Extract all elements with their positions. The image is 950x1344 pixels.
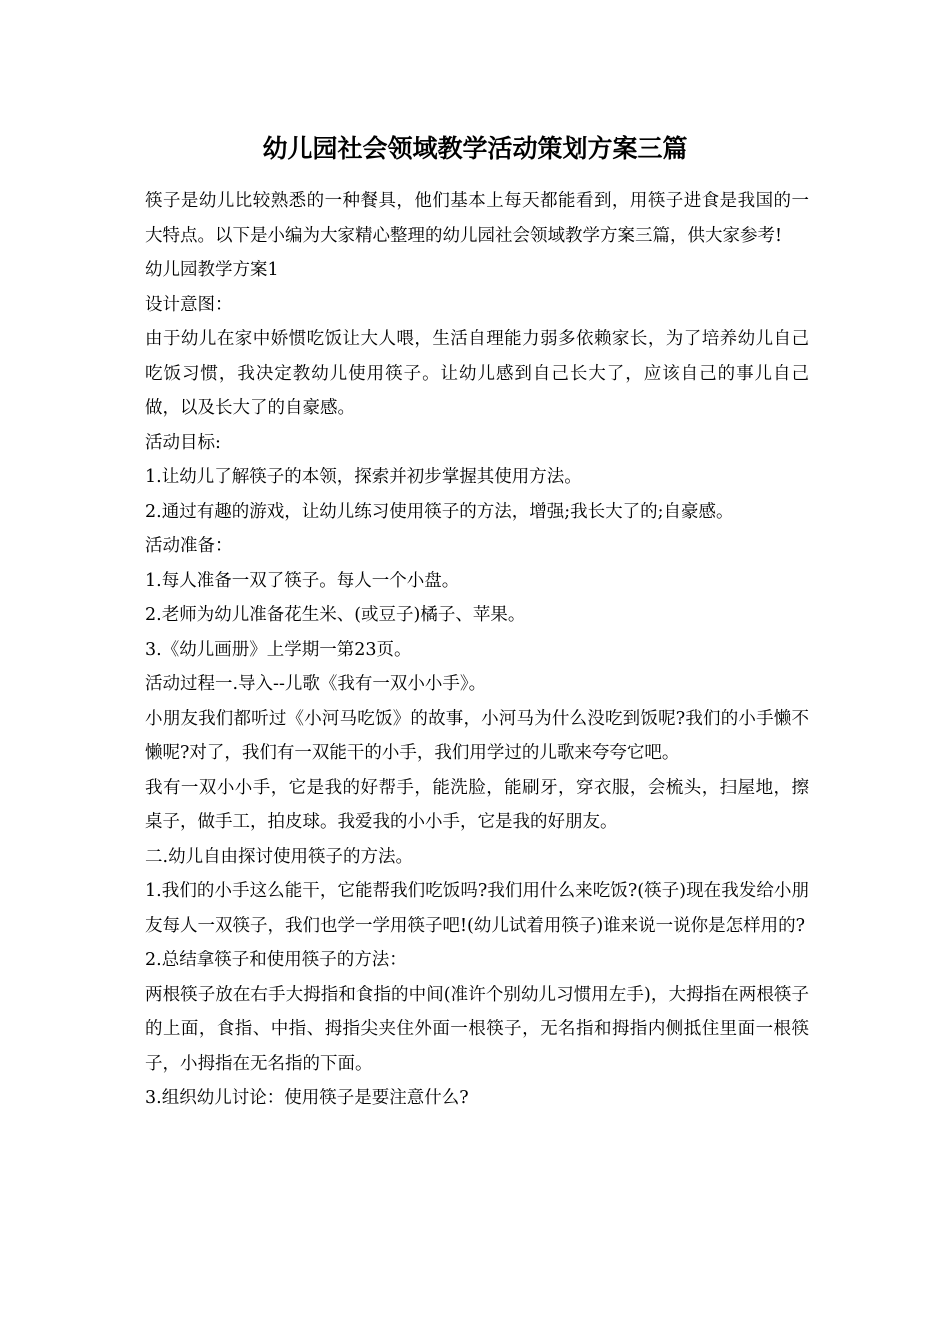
paragraph-rhyme: 我有一双小小手，它是我的好帮手，能洗脸，能刷牙，穿衣服，会梳头，扫屋地，擦桌子，做手工，拍皮球。我爱我的小小手，它是我的好朋友。 <box>145 777 809 832</box>
paragraph-step-2: 二.幼儿自由探讨使用筷子的方法。 <box>145 846 414 867</box>
paragraph-goal-1: 1.让幼儿了解筷子的本领，探索并初步掌握其使用方法。 <box>145 467 582 487</box>
paragraph-prep-1: 1.每人准备一双了筷子。每人一个小盘。 <box>145 570 460 591</box>
paragraph-story: 小朋友我们都听过《小河马吃饭》的故事，小河马为什么没吃到饭呢?我们的小手懒不懒呢?对了，我们有一双能干的小手，我们用学过的儿歌来夸夸它吧。 <box>145 708 809 763</box>
paragraph-method: 两根筷子放在右手大拇指和食指的中间(准许个别幼儿习惯用左手)，大拇指在两根筷子的上面，食指、中指、拇指尖夹住外面一根筷子，无名指和拇指内侧抵住里面一根筷子，小拇指在无名指的下面。 <box>145 984 809 1074</box>
paragraph-plan-heading: 幼儿园教学方案1 <box>145 260 279 280</box>
paragraph-design-intent-label: 设计意图： <box>145 294 233 315</box>
paragraph-goal-2: 2.通过有趣的游戏，让幼儿练习使用筷子的方法，增强;我长大了的;自豪感。 <box>145 501 734 522</box>
document-title: 幼儿园社会领域教学活动策划方案三篇 <box>262 134 688 163</box>
paragraph-step-2-3: 3.组织幼儿讨论：使用筷子是要注意什么? <box>145 1088 469 1108</box>
paragraph-design-intent: 由于幼儿在家中娇惯吃饭让大人喂，生活自理能力弱多依赖家长，为了培养幼儿自己吃饭习惯，我决定教幼儿使用筷子。让幼儿感到自己长大了，应该自己的事儿自己做，以及长大了的自豪感。 <box>145 329 809 418</box>
paragraph-step-2-2: 2.总结拿筷子和使用筷子的方法： <box>145 950 407 970</box>
paragraph-goals-label: 活动目标: <box>145 432 221 453</box>
paragraph-process-intro: 活动过程一.导入--儿歌《我有一双小小手》。 <box>145 674 487 694</box>
paragraph-prep-3: 3.《幼儿画册》上学期一第23页。 <box>145 639 412 660</box>
document-body <box>145 184 809 1116</box>
paragraph-intro: 筷子是幼儿比较熟悉的一种餐具，他们基本上每天都能看到，用筷子进食是我国的一大特点。以下是小编为大家精心整理的幼儿园社会领域教学方案三篇，供大家参考! <box>145 191 809 246</box>
paragraph-prep-label: 活动准备： <box>145 536 233 556</box>
paragraph-prep-2: 2.老师为幼儿准备花生米、(或豆子)橘子、苹果。 <box>145 605 526 625</box>
paragraph-step-2-1: 1.我们的小手这么能干，它能帮我们吃饭吗?我们用什么来吃饭?(筷子)现在我发给小朋友每人一双筷子，我们也学一学用筷子吧!(幼儿试着用筷子)谁来说一说你是怎样用的? <box>145 881 809 936</box>
